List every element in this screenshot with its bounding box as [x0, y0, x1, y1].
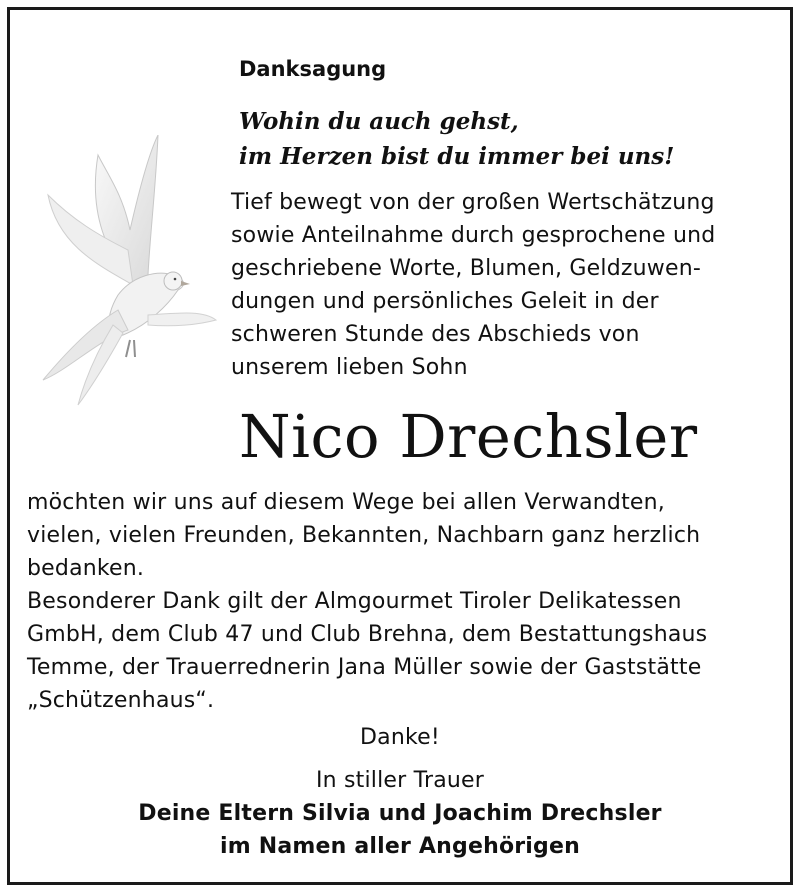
- obituary-frame: [7, 7, 793, 885]
- intro-line: dungen und persönliches Geleit in der: [231, 289, 659, 314]
- body-line: bedanken.: [27, 556, 145, 581]
- closing-text: In stiller Trauer: [315, 768, 485, 793]
- motto-line: im Herzen bist du immer bei uns!: [239, 143, 675, 170]
- body-line: „Schützenhaus“.: [27, 688, 215, 713]
- deceased-name: Nico Drechsler: [239, 402, 698, 471]
- body-line: möchten wir uns auf diesem Wege bei allen Verwandten,: [27, 490, 665, 515]
- motto-line: Wohin du auch gehst,: [239, 108, 519, 135]
- intro-line: unserem lieben Sohn: [231, 355, 468, 380]
- thanks-text: Danke!: [360, 725, 440, 750]
- intro-line: schweren Stunde des Abschieds von: [231, 322, 640, 347]
- intro-line: sowie Anteilnahme durch gesprochene und: [231, 223, 716, 248]
- intro-line: geschriebene Worte, Blumen, Geldzuwen-: [231, 256, 701, 281]
- heading: Danksagung: [239, 57, 387, 81]
- body-line: GmbH, dem Club 47 und Club Brehna, dem Bestattungshaus: [27, 622, 708, 647]
- intro-line: Tief bewegt von der großen Wertschätzung: [231, 190, 715, 215]
- body-line: Temme, der Trauerrednerin Jana Müller sowie der Gaststätte: [27, 655, 702, 680]
- signature-line: im Namen aller Angehörigen: [220, 834, 580, 859]
- body-line: vielen, vielen Freunden, Bekannten, Nachbarn ganz herzlich: [27, 523, 701, 548]
- signature-line: Deine Eltern Silvia und Joachim Drechsler: [138, 801, 662, 826]
- body-line: Besonderer Dank gilt der Almgourmet Tiroler Delikatessen: [27, 589, 682, 614]
- dove-image: [38, 135, 218, 410]
